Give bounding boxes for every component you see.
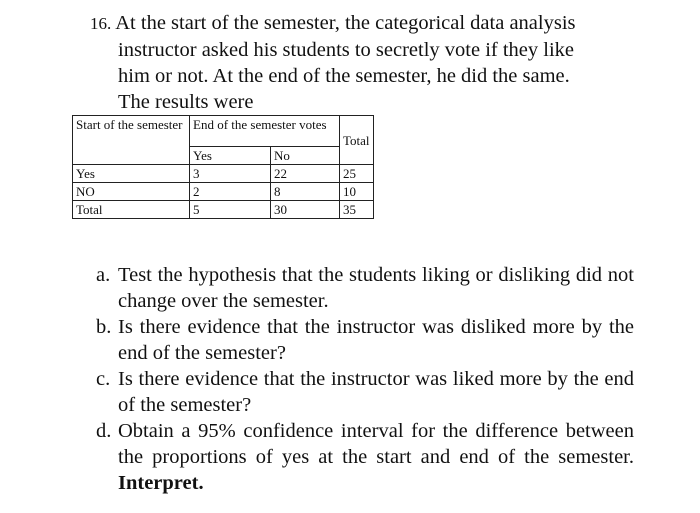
problem-line: him or not. At the end of the semester, he did the same. [118, 65, 570, 87]
corner-label: Start of the semester [76, 117, 183, 132]
cell-total: 25 [340, 165, 374, 183]
interpret-emphasis: Interpret. [118, 472, 204, 494]
row-label: Yes [73, 165, 190, 183]
cell-yes: 5 [190, 201, 271, 219]
cell-no: 22 [271, 165, 340, 183]
table-row [73, 165, 374, 183]
col-no-header: No [271, 147, 340, 165]
question-text: Test the hypothesis that the students liking or disliking did not change over the semester. [118, 264, 634, 312]
question-c [96, 366, 634, 418]
problem-line: instructor asked his students to secretly vote if they like [118, 39, 575, 61]
question-b [96, 314, 634, 366]
problem-line: The results were [118, 91, 254, 113]
contingency-table [72, 115, 374, 219]
table-row [73, 201, 374, 219]
question-text: Is there evidence that the instructor was disliked more by the end of the semester? [118, 316, 634, 364]
question-label: b. [96, 316, 112, 338]
cell-total: 10 [340, 183, 374, 201]
cell-no: 30 [271, 201, 340, 219]
question-label: d. [96, 420, 112, 442]
question-text: Obtain a 95% confidence interval for the difference between the proportions of yes at the start and end of the semester. [118, 420, 634, 468]
cell-yes: 3 [190, 165, 271, 183]
row-label: NO [73, 183, 190, 201]
total-header-cell: Total [340, 116, 374, 165]
cell-yes: 2 [190, 183, 271, 201]
corner-label-cell [73, 116, 190, 165]
question-label: c. [96, 368, 111, 390]
problem-line: At the start of the semester, the categorical data analysis [115, 12, 576, 34]
row-label: Total [73, 201, 190, 219]
end-semester-header: End of the semester votes [190, 116, 340, 147]
table-header-row [73, 116, 374, 147]
cell-no: 8 [271, 183, 340, 201]
table-row [73, 183, 374, 201]
question-label: a. [96, 264, 111, 286]
question-a [96, 262, 634, 314]
cell-total: 35 [340, 201, 374, 219]
question-d [96, 418, 634, 496]
col-yes-header: Yes [190, 147, 271, 165]
problem-statement [90, 10, 640, 115]
problem-number: 16. [90, 14, 112, 33]
question-text: Is there evidence that the instructor was liked more by the end of the semester? [118, 368, 634, 416]
question-list [96, 262, 634, 496]
